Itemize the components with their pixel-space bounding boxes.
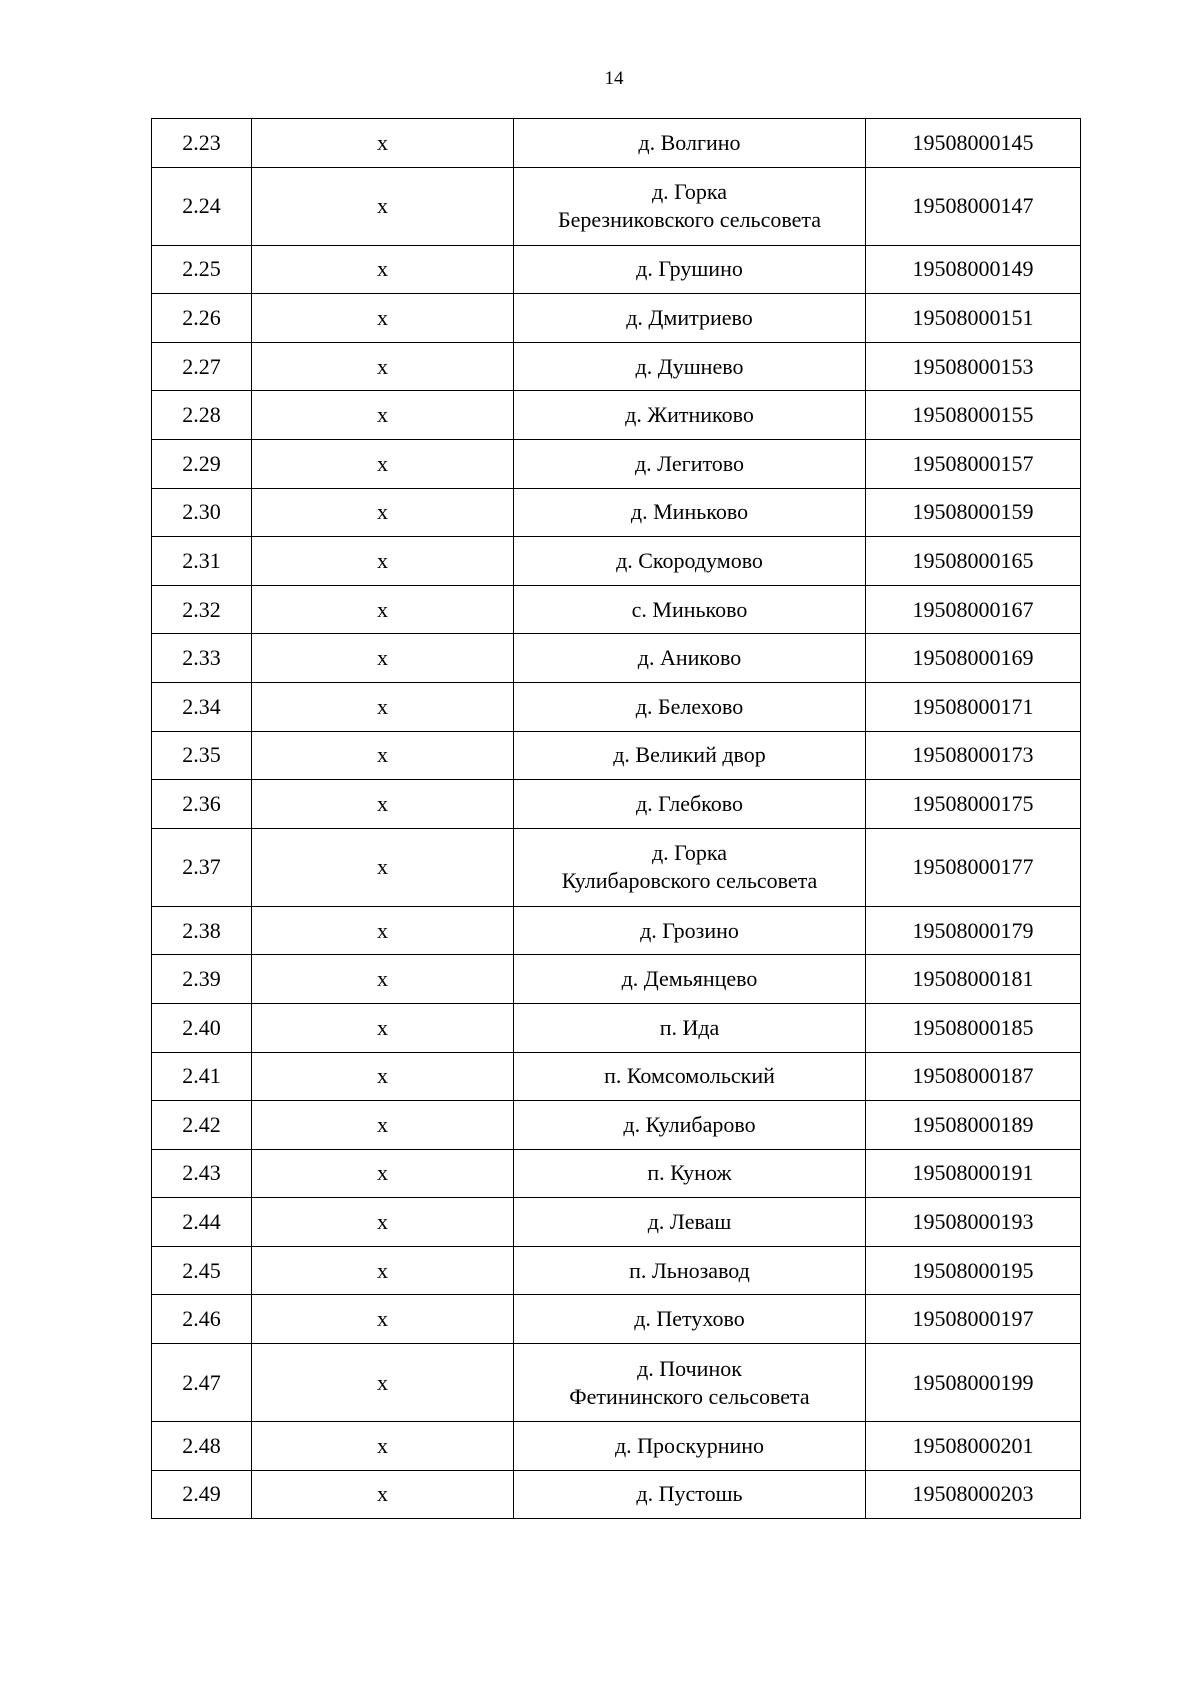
row-number-cell: 2.30 <box>152 488 252 537</box>
table-row <box>152 342 1081 391</box>
settlement-name-line: д. Миньково <box>630 499 749 525</box>
settlement-name-cell <box>514 682 866 731</box>
row-number-cell: 2.24 <box>152 167 252 245</box>
oktmo-code-cell: 19508000167 <box>866 585 1081 634</box>
oktmo-code-cell: 19508000165 <box>866 537 1081 586</box>
settlement-name-cell <box>514 1246 866 1295</box>
oktmo-code-cell: 19508000191 <box>866 1149 1081 1198</box>
row-number-cell: 2.36 <box>152 780 252 829</box>
settlement-name-line: д. Житниково <box>625 402 754 428</box>
settlement-name-cell <box>514 1470 866 1519</box>
settlement-name-cell <box>514 245 866 294</box>
row-number-cell: 2.42 <box>152 1101 252 1150</box>
oktmo-code-cell: 19508000151 <box>866 294 1081 343</box>
table-row <box>152 780 1081 829</box>
settlement-name-line: д. Починок <box>637 1355 742 1381</box>
mark-cell: x <box>252 585 514 634</box>
oktmo-code-cell: 19508000153 <box>866 342 1081 391</box>
row-number-cell: 2.31 <box>152 537 252 586</box>
mark-cell: x <box>252 119 514 168</box>
mark-cell: x <box>252 682 514 731</box>
row-number-cell: 2.32 <box>152 585 252 634</box>
settlement-name-line: д. Горка <box>651 179 728 205</box>
settlement-name-line: д. Петухово <box>634 1306 745 1332</box>
settlement-name-cell <box>514 1295 866 1344</box>
mark-cell: x <box>252 1470 514 1519</box>
settlement-name-cell <box>514 1198 866 1247</box>
settlement-name-line: д. Белехово <box>635 693 744 719</box>
settlement-name-cell <box>514 1052 866 1101</box>
oktmo-code-cell: 19508000147 <box>866 167 1081 245</box>
table-row <box>152 1295 1081 1344</box>
settlement-name-cell <box>514 167 866 245</box>
settlement-name-line: д. Пустошь <box>636 1481 743 1507</box>
settlement-name-cell <box>514 780 866 829</box>
settlement-name-line: д. Дмитриево <box>626 304 753 330</box>
row-number-cell: 2.44 <box>152 1198 252 1247</box>
oktmo-code-cell: 19508000175 <box>866 780 1081 829</box>
row-number-cell: 2.49 <box>152 1470 252 1519</box>
settlement-name-line: д. Аниково <box>637 645 742 671</box>
mark-cell: x <box>252 1149 514 1198</box>
settlement-name-cell <box>514 1422 866 1471</box>
settlement-name-line: д. Леваш <box>647 1209 732 1235</box>
table-row <box>152 1003 1081 1052</box>
settlement-name-cell <box>514 828 866 906</box>
mark-cell: x <box>252 1101 514 1150</box>
table-row <box>152 1149 1081 1198</box>
settlement-name-cell <box>514 1003 866 1052</box>
mark-cell: x <box>252 245 514 294</box>
row-number-cell: 2.34 <box>152 682 252 731</box>
mark-cell: x <box>252 780 514 829</box>
settlement-name-cell <box>514 439 866 488</box>
settlement-name-cell <box>514 1344 866 1422</box>
settlement-name-cell <box>514 731 866 780</box>
table-row <box>152 1344 1081 1422</box>
table-row <box>152 906 1081 955</box>
row-number-cell: 2.41 <box>152 1052 252 1101</box>
mark-cell: x <box>252 1295 514 1344</box>
oktmo-code-cell: 19508000159 <box>866 488 1081 537</box>
mark-cell: x <box>252 1052 514 1101</box>
mark-cell: x <box>252 634 514 683</box>
row-number-cell: 2.26 <box>152 294 252 343</box>
settlement-name-cell <box>514 634 866 683</box>
oktmo-code-cell: 19508000197 <box>866 1295 1081 1344</box>
table-row <box>152 585 1081 634</box>
settlement-name-cell <box>514 906 866 955</box>
oktmo-code-cell: 19508000169 <box>866 634 1081 683</box>
oktmo-code-cell: 19508000179 <box>866 906 1081 955</box>
mark-cell: x <box>252 731 514 780</box>
settlement-name-line: д. Грозино <box>640 917 739 943</box>
settlements-table <box>151 118 1081 1519</box>
oktmo-code-cell: 19508000193 <box>866 1198 1081 1247</box>
settlement-name-line: д. Душнево <box>635 353 744 379</box>
oktmo-code-cell: 19508000155 <box>866 391 1081 440</box>
settlement-name-line: д. Глебково <box>635 790 743 816</box>
settlement-name-cell <box>514 955 866 1004</box>
mark-cell: x <box>252 1198 514 1247</box>
mark-cell: x <box>252 1246 514 1295</box>
settlement-name-line: Березниковского сельсовета <box>557 207 822 233</box>
mark-cell: x <box>252 1422 514 1471</box>
settlement-name-line: д. Грушино <box>636 256 743 282</box>
table-row <box>152 119 1081 168</box>
mark-cell: x <box>252 828 514 906</box>
settlement-name-line: п. Комсомольский <box>604 1063 775 1089</box>
row-number-cell: 2.38 <box>152 906 252 955</box>
table-row <box>152 828 1081 906</box>
oktmo-code-cell: 19508000187 <box>866 1052 1081 1101</box>
table-row <box>152 1470 1081 1519</box>
mark-cell: x <box>252 1003 514 1052</box>
mark-cell: x <box>252 955 514 1004</box>
table-row <box>152 1052 1081 1101</box>
table-row <box>152 488 1081 537</box>
settlement-name-line: п. Льнозавод <box>629 1257 750 1283</box>
row-number-cell: 2.45 <box>152 1246 252 1295</box>
row-number-cell: 2.28 <box>152 391 252 440</box>
settlement-name-cell <box>514 585 866 634</box>
row-number-cell: 2.27 <box>152 342 252 391</box>
table-row <box>152 731 1081 780</box>
settlement-name-line: д. Кулибарово <box>623 1111 756 1137</box>
oktmo-code-cell: 19508000157 <box>866 439 1081 488</box>
table-row <box>152 1422 1081 1471</box>
table-row <box>152 167 1081 245</box>
row-number-cell: 2.40 <box>152 1003 252 1052</box>
row-number-cell: 2.25 <box>152 245 252 294</box>
settlement-name-line: д. Скородумово <box>616 547 763 573</box>
settlement-name-line: д. Легитово <box>634 450 745 476</box>
table-row <box>152 1101 1081 1150</box>
table-row <box>152 1246 1081 1295</box>
mark-cell: x <box>252 167 514 245</box>
row-number-cell: 2.33 <box>152 634 252 683</box>
row-number-cell: 2.29 <box>152 439 252 488</box>
settlement-name-cell <box>514 391 866 440</box>
oktmo-code-cell: 19508000189 <box>866 1101 1081 1150</box>
mark-cell: x <box>252 439 514 488</box>
oktmo-code-cell: 19508000145 <box>866 119 1081 168</box>
mark-cell: x <box>252 1344 514 1422</box>
settlement-name-line: д. Волгино <box>638 129 741 155</box>
settlement-name-cell <box>514 488 866 537</box>
settlement-name-cell <box>514 1149 866 1198</box>
mark-cell: x <box>252 488 514 537</box>
oktmo-code-cell: 19508000149 <box>866 245 1081 294</box>
oktmo-code-cell: 19508000177 <box>866 828 1081 906</box>
table-row <box>152 682 1081 731</box>
table-row <box>152 537 1081 586</box>
settlement-name-cell <box>514 342 866 391</box>
settlement-name-cell <box>514 1101 866 1150</box>
mark-cell: x <box>252 342 514 391</box>
table-row <box>152 634 1081 683</box>
oktmo-code-cell: 19508000171 <box>866 682 1081 731</box>
oktmo-code-cell: 19508000201 <box>866 1422 1081 1471</box>
settlement-name-line: п. Ида <box>659 1014 720 1040</box>
mark-cell: x <box>252 537 514 586</box>
settlement-name-cell <box>514 119 866 168</box>
row-number-cell: 2.35 <box>152 731 252 780</box>
row-number-cell: 2.39 <box>152 955 252 1004</box>
mark-cell: x <box>252 391 514 440</box>
table-row <box>152 439 1081 488</box>
settlement-name-line: п. Кунож <box>647 1160 732 1186</box>
settlement-name-cell <box>514 537 866 586</box>
table-row <box>152 1198 1081 1247</box>
settlement-name-line: д. Великий двор <box>613 742 766 768</box>
table-body <box>152 119 1081 1519</box>
oktmo-code-cell: 19508000199 <box>866 1344 1081 1422</box>
row-number-cell: 2.47 <box>152 1344 252 1422</box>
settlement-name-line: д. Горка <box>651 840 728 866</box>
oktmo-code-cell: 19508000181 <box>866 955 1081 1004</box>
oktmo-code-cell: 19508000203 <box>866 1470 1081 1519</box>
page-number: 14 <box>604 68 624 89</box>
row-number-cell: 2.46 <box>152 1295 252 1344</box>
oktmo-code-cell: 19508000195 <box>866 1246 1081 1295</box>
row-number-cell: 2.48 <box>152 1422 252 1471</box>
row-number-cell: 2.43 <box>152 1149 252 1198</box>
settlement-name-cell <box>514 294 866 343</box>
mark-cell: x <box>252 906 514 955</box>
oktmo-code-cell: 19508000185 <box>866 1003 1081 1052</box>
settlement-name-line: д. Демьянцево <box>621 966 758 992</box>
table-row <box>152 391 1081 440</box>
table-row <box>152 245 1081 294</box>
table-row <box>152 955 1081 1004</box>
settlement-name-line: д. Проскурнино <box>614 1432 765 1458</box>
table-row <box>152 294 1081 343</box>
settlement-name-line: Фетининского сельсовета <box>569 1383 810 1409</box>
oktmo-code-cell: 19508000173 <box>866 731 1081 780</box>
settlement-name-line: Кулибаровского сельсовета <box>561 868 818 894</box>
settlement-name-line: с. Миньково <box>631 596 748 622</box>
row-number-cell: 2.37 <box>152 828 252 906</box>
mark-cell: x <box>252 294 514 343</box>
row-number-cell: 2.23 <box>152 119 252 168</box>
